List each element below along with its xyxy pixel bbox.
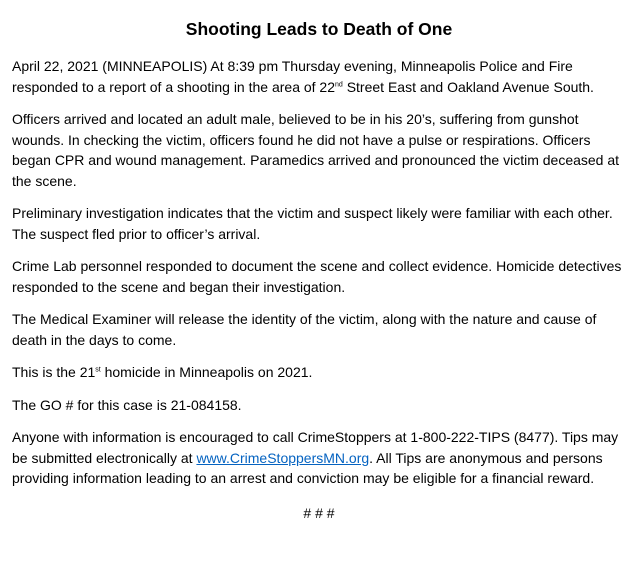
paragraph-incident-text-end: Street East and Oakland Avenue South.	[342, 78, 594, 95]
paragraph-tips	[12, 427, 626, 489]
page-title: Shooting Leads to Death of One	[185, 19, 453, 39]
paragraph-medical-examiner: The Medical Examiner will release the identity of the victim, along with the nature and cause of death in the days to come.	[12, 311, 597, 348]
paragraph-incident	[12, 56, 626, 97]
paragraph-go-number: The GO # for this case is 21-084158.	[12, 396, 242, 413]
paragraph-officers: Officers arrived and located an adult male, believed to be in his 20’s, suffering from gunshot wounds. In checking the victim, officers found he did not have a pulse or respirations. Officers began CPR and wound management. Paramedics arrived and pronounced the victim deceased at the scene.	[12, 111, 620, 189]
paragraph-homicide-count	[12, 362, 626, 383]
ordinal-suffix-st: st	[95, 366, 101, 374]
end-mark: # # #	[303, 504, 335, 521]
ordinal-suffix-nd: nd	[335, 80, 343, 88]
paragraph-incident-text: April 22, 2021 (MINNEAPOLIS) At 8:39 pm Thursday evening, Minneapolis Police and Fire responded to a report of a shooting in the area of 22	[12, 58, 573, 95]
paragraph-crime-lab: Crime Lab personnel responded to document the scene and collect evidence. Homicide detectives responded to the scene and began their investigation.	[12, 258, 622, 295]
homicide-count-text-end: homicide in Minneapolis on 2021.	[100, 364, 313, 380]
tips-text-end: . All Tips are anonymous and persons providing information leading to an arrest and conviction may be eligible for a financial reward.	[12, 449, 603, 486]
crimestoppers-link[interactable]: www.CrimeStoppersMN.org	[196, 449, 370, 466]
homicide-count-text: This is the 21	[12, 364, 96, 380]
tips-text: Anyone with information is encouraged to call CrimeStoppers at 1-800-222-TIPS (8477). Tips may be submitted electronically at	[12, 429, 619, 466]
press-release	[12, 0, 626, 523]
paragraph-investigation: Preliminary investigation indicates that the victim and suspect likely were familiar with each other. The suspect fled prior to officer’s arrival.	[12, 205, 613, 242]
